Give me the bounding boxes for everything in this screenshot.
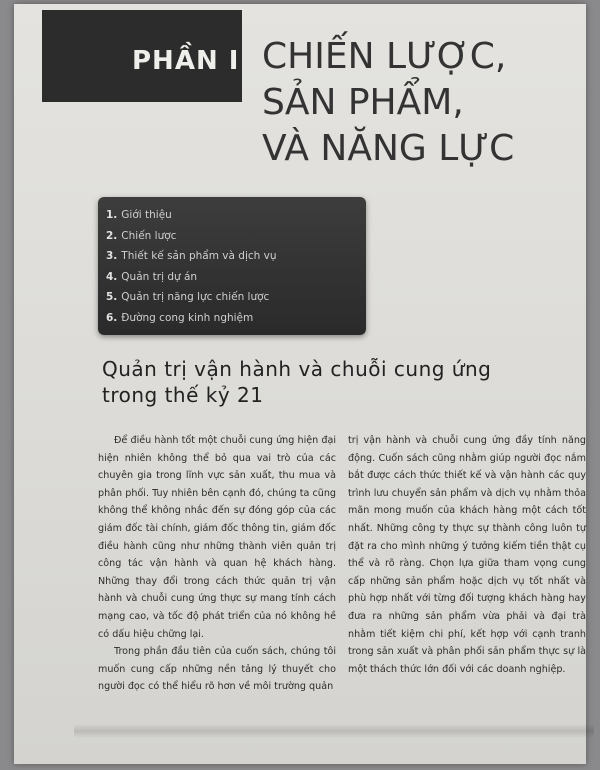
paragraph: trị vận hành và chuỗi cung ứng đầy tính năng động. Cuốn sách cũng nhằm giúp người đọc nắm bắt được cách thức thiết kế và vận hành các quy trình lưu chuyển sản phẩm và dịch vụ nhằm thỏa mãn mong muốn của khách hàng một cách tốt nhất. Những công ty thực sự thành công luôn tự đặt ra cho mình những ý tưởng kiếm tiền thật cụ thể và rõ ràng. Chọn lựa giữa tham vọng cung cấp những sản phẩm hoặc dịch vụ tốt nhất và phù hợp nhất với từng đối tượng khách hàng hay đưa ra những sản phẩm vừa phải và đại trà nhằm tiết kiệm chi phí, kết hợp với cạnh tranh trong sản xuất và phân phối sản phẩm thực sự là một thách thức lớn đối với các doanh nghiệp. — [348, 435, 586, 675]
toc-item: 4. Quản trị dự án — [106, 270, 198, 283]
section-title-line: trong thế kỷ 21 — [102, 383, 264, 407]
toc-item: 1. Giới thiệu — [106, 209, 172, 221]
book-page — [14, 4, 586, 764]
chapter-title — [262, 34, 514, 172]
left-column — [98, 432, 336, 696]
toc-item: 5. Quản trị năng lực chiến lược — [106, 291, 270, 303]
section-title-line: Quản trị vận hành và chuỗi cung ứng — [102, 357, 492, 381]
paragraph: Để điều hành tốt một chuỗi cung ứng hiện đại hiện nhiên không thể bỏ qua vai trò của các chuyên gia trong lĩnh vực sản xuất, thu mua và phân phối. Tuy nhiên bên cạnh đó, chúng ta cũng không thể không nhắc đến sự đóng góp của các giám đốc tài chính, giám đốc thông tin, giám đốc điều hành cũng như những thành viên quản trị công tác vận hành và quan hệ khách hàng. Những thay đổi trong cách thức quản trị vận hành và chuỗi cung ứng thực sự mang tính cách mạng cao, và tốc độ phát triển của nó không hề có dấu hiệu chững lại. — [98, 435, 336, 640]
toc-item: 6. Đường cong kinh nghiệm — [106, 311, 254, 324]
toc-item: 2. Chiến lược — [106, 229, 177, 242]
table-of-contents — [98, 197, 366, 335]
chapter-title-line: VÀ NĂNG LỰC — [262, 128, 515, 169]
part-label: PHẦN I — [132, 46, 240, 76]
chapter-title-line: SẢN PHẨM, — [262, 82, 464, 123]
section-title — [102, 356, 491, 408]
right-column — [348, 432, 586, 678]
toc-item: 3. Thiết kế sản phẩm và dịch vụ — [106, 250, 277, 262]
paragraph: Trong phần đầu tiên của cuốn sách, chúng tôi muốn cung cấp những nền tảng lý thuyết cho người đọc có thể hiểu rõ hơn về môi trường quản — [98, 646, 336, 693]
page-fold-shadow — [74, 724, 594, 738]
chapter-title-line: CHIẾN LƯỢC, — [262, 36, 507, 77]
